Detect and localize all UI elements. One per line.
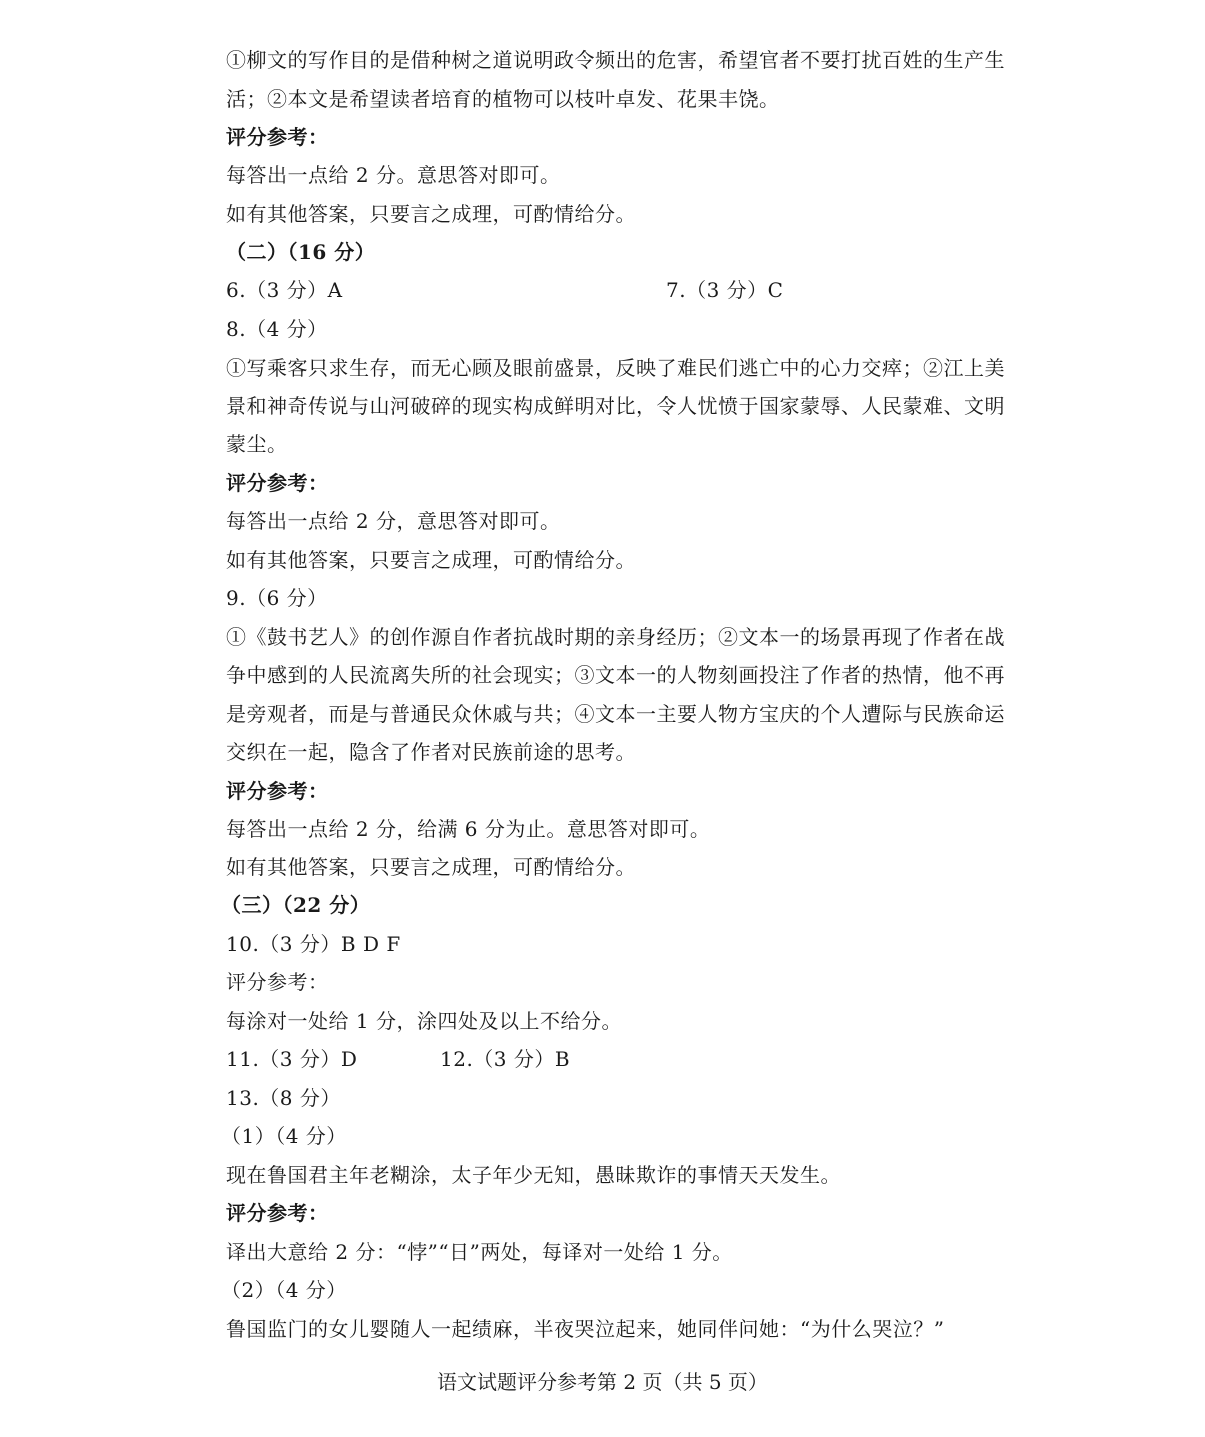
section-heading-2: （二）（16 分） [226,240,376,264]
question-8-heading: 8.（4 分） [226,317,328,341]
answer-9-line-1: ①《鼓书艺人》的创作源自作者抗战时期的亲身经历；②文本一的场景再现了作者在战 [226,625,1005,649]
answer-8-line-3: 蒙尘。 [226,432,288,456]
answer-5-point-1: ①柳文的写作目的是借种树之道说明政令频出的危害，希望官者不要打扰百姓的生产生 [226,48,1005,72]
scoring-heading: 评分参考： [226,970,329,994]
answer-10: 10.（3 分）B D F [226,932,401,956]
question-13-2-heading: （2）（4 分） [221,1278,347,1302]
question-13-1-heading: （1）（4 分） [221,1124,347,1148]
question-9-heading: 9.（6 分） [226,586,328,610]
answer-12: 12.（3 分）B [440,1047,571,1071]
scoring-rule: 译出大意给 2 分：“悖”“日”两处，每译对一处给 1 分。 [226,1240,733,1264]
scoring-rule: 每涂对一处给 1 分，涂四处及以上不给分。 [226,1009,622,1033]
scoring-heading: 评分参考： [226,779,329,803]
answer-9-line-4: 交织在一起，隐含了作者对民族前途的思考。 [226,740,636,764]
scoring-note: 如有其他答案，只要言之成理，可酌情给分。 [226,202,636,226]
page-footer: 语文试题评分参考第 2 页（共 5 页） [437,1370,768,1394]
answer-13-2: 鲁国监门的女儿婴随人一起绩麻，半夜哭泣起来，她同伴问她：“为什么哭泣？” [226,1317,945,1341]
answer-9-line-2: 争中感到的人民流离失所的社会现实；③文本一的人物刻画投注了作者的热情，他不再 [226,663,1005,687]
question-13-heading: 13.（8 分） [226,1086,341,1110]
section-heading-3: （三）（22 分） [221,893,371,917]
answer-8-line-2: 景和神奇传说与山河破碎的现实构成鲜明对比，令人忧愤于国家蒙辱、人民蒙难、文明 [226,394,1005,418]
answer-9-line-3: 是旁观者，而是与普通民众休戚与共；④文本一主要人物方宝庆的个人遭际与民族命运 [226,702,1005,726]
answer-row-6-7 [226,276,784,304]
scoring-heading: 评分参考： [226,1201,329,1225]
scoring-note: 如有其他答案，只要言之成理，可酌情给分。 [226,548,636,572]
answer-6: 6.（3 分）A [226,278,343,302]
scoring-rule: 每答出一点给 2 分。意思答对即可。 [226,163,561,187]
answer-5-point-2: 活；②本文是希望读者培育的植物可以枝叶卓发、花果丰饶。 [226,87,780,111]
scoring-note: 如有其他答案，只要言之成理，可酌情给分。 [226,855,636,879]
answer-7: 7.（3 分）C [666,278,784,302]
scoring-heading: 评分参考： [226,471,329,495]
answer-13-1: 现在鲁国君主年老糊涂，太子年少无知，愚昧欺诈的事情天天发生。 [226,1163,841,1187]
scoring-rule: 每答出一点给 2 分，给满 6 分为止。意思答对即可。 [226,817,711,841]
answer-row-11-12 [226,1045,571,1073]
answer-8-line-1: ①写乘客只求生存，而无心顾及眼前盛景，反映了难民们逃亡中的心力交瘁；②江上美 [226,356,1005,380]
answer-11: 11.（3 分）D [226,1047,358,1071]
scoring-rule: 每答出一点给 2 分，意思答对即可。 [226,509,561,533]
scoring-heading: 评分参考： [226,125,329,149]
